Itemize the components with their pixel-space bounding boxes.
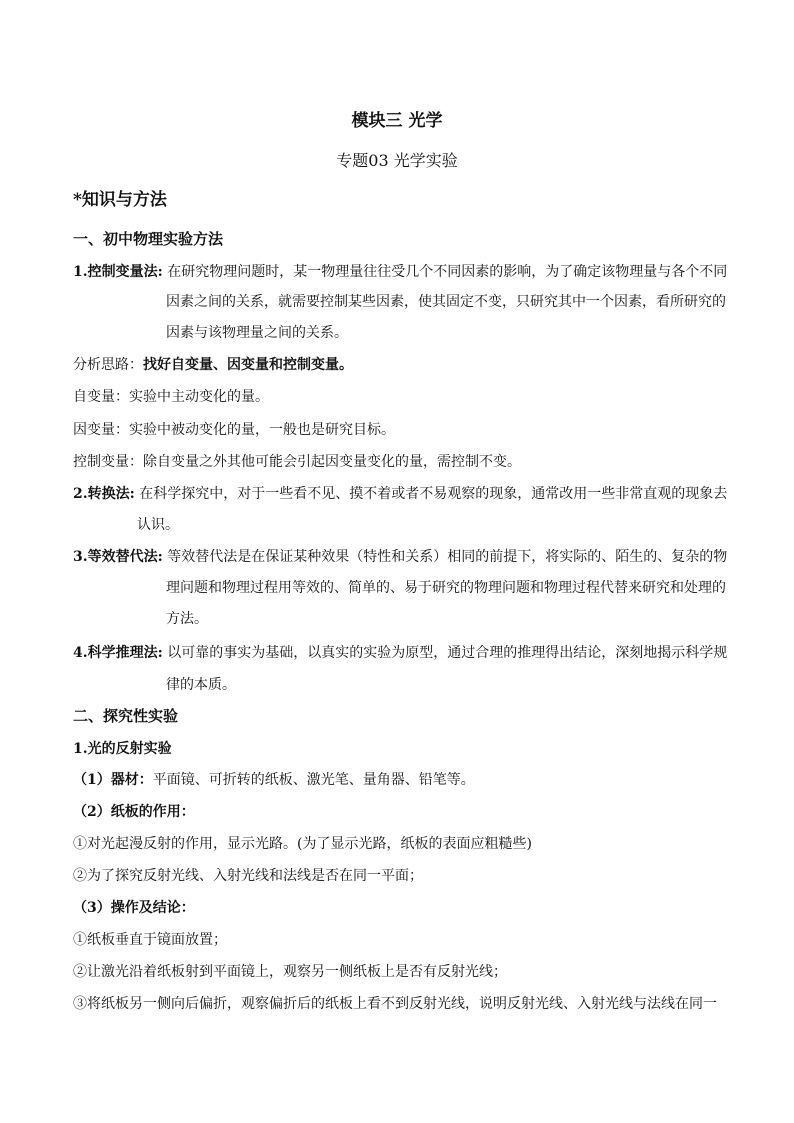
method-2-text-1: 在科学探究中，对于一些看不见、摸不着或者不易观察的现象，通常改用一些非常直观的现象去: [139, 486, 728, 502]
method-3-line-3: 方法。: [166, 611, 208, 627]
module-title: 模块三 光学: [351, 111, 443, 131]
independent-variable-line: 自变量：实验中主动变化的量。: [73, 389, 269, 405]
equipment-label: （1）器材：: [73, 772, 153, 788]
method-1-line-1: [73, 262, 727, 282]
board-role-heading: （2）纸板的作用：: [73, 804, 195, 820]
operation-2: ②让激光沿着纸板射到平面镜上，观察另一侧纸板上是否有反射光线；: [73, 964, 507, 980]
method-4-line-2: 律的本质。: [166, 677, 236, 693]
control-variable-line: 控制变量：除自变量之外其他可能会引起因变量变化的量，需控制不变。: [73, 454, 521, 470]
method-3-label: 3.等效替代法:: [73, 549, 163, 565]
method-2-line-1: [73, 484, 727, 504]
part1-heading: 一、初中物理实验方法: [73, 230, 224, 248]
part2-heading: 二、探究性实验: [73, 707, 179, 725]
method-4-text-1: 以可靠的事实为基础，以真实的实验为原型，通过合理的推理得出结论，深刻地揭示科学规: [167, 645, 728, 661]
method-4-line-1: [73, 643, 727, 663]
board-role-2: ②为了探究反射光线、入射光线和法线是否在同一平面；: [73, 868, 423, 884]
method-1-line-2: 因素之间的关系，就需要控制某些因素，使其固定不变，只研究其中一个因素，看所研究的: [166, 294, 726, 310]
dependent-variable-line: 因变量：实验中被动变化的量，一般也是研究目标。: [73, 422, 395, 438]
analysis-label: 分析思路：: [73, 357, 143, 373]
topic-subtitle: 专题03 光学实验: [336, 151, 458, 170]
method-4-label: 4.科学推理法:: [73, 645, 163, 661]
knowledge-heading: *知识与方法: [73, 190, 167, 210]
method-2-label: 2.转换法:: [73, 486, 135, 502]
equipment-text: 平面镜、可折转的纸板、激光笔、量角器、铅笔等。: [152, 772, 475, 788]
board-role-1: ①对光起漫反射的作用，显示光路。(为了显示光路，纸板的表面应粗糙些): [73, 836, 532, 852]
analysis-text: 找好自变量、因变量和控制变量。: [143, 357, 353, 373]
method-1-line-3: 因素与该物理量之间的关系。: [166, 325, 348, 341]
method-3-line-1: [73, 547, 727, 567]
method-2-line-2: 认识。: [137, 517, 179, 533]
operation-3: ③将纸板另一侧向后偏折，观察偏折后的纸板上看不到反射光线，说明反射光线、入射光线与法线在同一: [73, 996, 717, 1012]
equipment-line: [73, 770, 475, 790]
operation-1: ①纸板垂直于镜面放置；: [73, 932, 227, 948]
analysis-line: [73, 355, 353, 375]
method-1-text-1: 在研究物理问题时，某一物理量往往受几个不同因素的影响，为了确定该物理量与各个不同: [167, 264, 728, 280]
method-3-line-2: 理问题和物理过程用等效的、简单的、易于研究的物理问题和物理过程代替来研究和处理的: [166, 580, 726, 596]
method-3-text-1: 等效替代法是在保证某种效果（特性和关系）相同的前提下，将实际的、陌生的、复杂的物: [167, 549, 728, 565]
method-1-label: 1.控制变量法:: [73, 264, 163, 280]
experiment-1-title: 1.光的反射实验: [73, 741, 172, 757]
operations-heading: （3）操作及结论：: [73, 900, 195, 916]
